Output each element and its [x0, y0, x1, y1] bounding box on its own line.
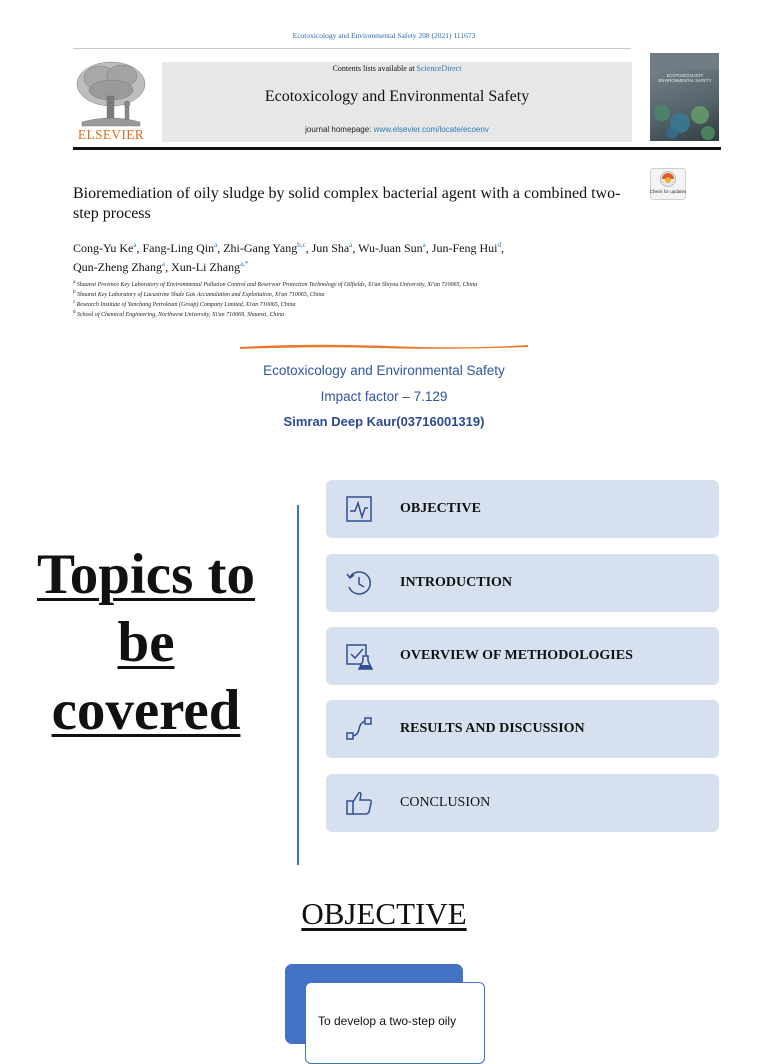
topic-card-methodologies[interactable]	[326, 627, 719, 685]
topic-label: CONCLUSION	[400, 795, 491, 810]
topic-label: RESULTS AND DISCUSSION	[400, 721, 585, 736]
author-list: Cong-Yu Ke$^a$, Fang-Ling Qin$^a$, Zhi-Gang Yang$^{b,c}$, Jun Sha$^a$, Wu-Juan Sun$^a$, Jun-Feng Hui$^d$, Qun-Zheng Zhang$^a$, Xun-Li Zhang$^{a,*}$	[73, 241, 504, 274]
journal-name: Ecotoxicology and Environmental Safety	[264, 88, 530, 105]
history-icon	[344, 568, 374, 598]
homepage-line	[162, 125, 632, 134]
check-updates-label: Check for updates	[650, 189, 686, 194]
process-flow-icon	[344, 714, 374, 744]
journal-masthead	[162, 62, 632, 142]
journal-cover-image	[650, 53, 719, 141]
tree-icon	[70, 58, 152, 128]
chart-line-icon	[344, 494, 374, 524]
sciencedirect-link[interactable]: ScienceDirect	[416, 64, 462, 73]
topic-label: OBJECTIVE	[400, 501, 481, 516]
author-name[interactable]: Qun-Zheng Zhang	[73, 260, 162, 274]
check-for-updates-badge[interactable]	[650, 168, 686, 200]
topics-heading-line: be	[117, 611, 175, 674]
affiliation-item	[73, 279, 713, 289]
author-affiliation-mark: b,c	[297, 241, 306, 249]
affiliation-mark: d	[73, 310, 76, 315]
vertical-divider	[297, 505, 299, 865]
thumbs-up-icon	[344, 788, 374, 818]
affiliation-text: Shaanxi Province Key Laboratory of Environmental Pollution Control and Reservoir Protection Technology of Oilfields, Xi'an Shiyou University, Xi'an 710065, China	[76, 282, 478, 288]
author-name[interactable]: Wu-Juan Sun	[358, 241, 423, 255]
author-affiliation-mark: a	[349, 241, 353, 249]
topic-card-conclusion[interactable]	[326, 774, 719, 832]
check-updates-icon	[650, 168, 686, 200]
author-affiliation-mark: a	[161, 260, 166, 268]
homepage-prefix: journal homepage:	[305, 125, 374, 134]
topic-card-objective[interactable]	[326, 480, 719, 538]
topics-heading-line: Topics to	[36, 543, 256, 606]
affiliation-item	[73, 289, 713, 299]
author-name[interactable]: Cong-Yu Ke	[73, 241, 134, 255]
citation-rule	[73, 48, 631, 49]
author-affiliation-mark: a	[422, 241, 426, 249]
contents-prefix: Contents lists available at	[332, 64, 417, 73]
author-name[interactable]: Xun-Li Zhang	[171, 260, 241, 274]
author-affiliation-mark: a,*	[240, 260, 249, 268]
affiliation-list	[73, 279, 713, 319]
info-journal-name: Ecotoxicology and Environmental Safety	[263, 363, 505, 378]
objective-text: To develop a two-step oily	[318, 1014, 457, 1028]
topics-heading	[0, 543, 292, 742]
objective-heading: OBJECTIVE	[301, 896, 467, 931]
header-rule	[73, 147, 721, 150]
topic-label: INTRODUCTION	[400, 575, 513, 590]
cover-art-icon	[650, 53, 719, 141]
author-affiliation-mark: a	[133, 241, 137, 249]
topics-heading-line: covered	[51, 679, 241, 742]
author-name[interactable]: Zhi-Gang Yang	[223, 241, 298, 255]
affiliation-mark: a	[73, 280, 76, 285]
cover-title: ECOTOXICOLOGY ENVIRONMENTAL SAFETY	[658, 73, 712, 84]
author-affiliation-mark: a	[214, 241, 218, 249]
affiliation-item	[73, 309, 713, 319]
affiliation-text: Research Institute of Yanchang Petroleum (Group) Company Limited, Xi'an 710065, China	[76, 302, 296, 308]
affiliation-item	[73, 299, 713, 309]
author-name[interactable]: Jun Sha	[311, 241, 350, 255]
journal-citation: Ecotoxicology and Environmental Safety 208 (2021) 111673	[292, 31, 476, 40]
affiliation-mark: c	[73, 300, 76, 305]
affiliation-mark: b	[73, 290, 76, 295]
affiliation-text: Shaanxi Key Laboratory of Lacustrine Shale Gas Accumulation and Exploitation, Xi'an 710065, China	[77, 292, 325, 298]
contents-line	[162, 64, 632, 73]
author-name[interactable]: Jun-Feng Hui	[431, 241, 498, 255]
homepage-link[interactable]: www.elsevier.com/locate/ecoenv	[373, 125, 489, 134]
publisher-name: ELSEVIER	[77, 127, 145, 142]
orange-brush-divider	[238, 341, 530, 351]
affiliation-text: School of Chemical Engineering, Northwest University, Xi'an 710069, Shaanxi, China	[77, 312, 285, 318]
topic-card-results[interactable]	[326, 700, 719, 758]
topic-label: OVERVIEW OF METHODOLOGIES	[400, 648, 633, 663]
topic-card-introduction[interactable]	[326, 554, 719, 612]
paper-title: Bioremediation of oily sludge by solid complex bacterial agent with a combined two-step process	[73, 185, 621, 222]
info-impact-factor: Impact factor – 7.129	[320, 389, 448, 404]
checklist-flask-icon	[344, 641, 374, 671]
info-presenter: Simran Deep Kaur(03716001319)	[283, 414, 485, 429]
author-name[interactable]: Fang-Ling Qin	[142, 241, 215, 255]
author-affiliation-mark: d	[497, 241, 501, 249]
